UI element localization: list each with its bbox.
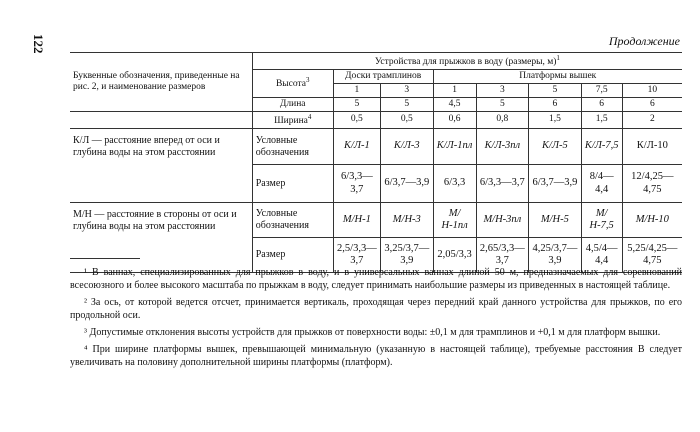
height-cell: 7,5 xyxy=(581,84,622,98)
length-cell: 5 xyxy=(333,97,380,111)
kl-cond-row xyxy=(70,128,682,164)
height-label: Высота$^3$ xyxy=(252,70,333,98)
cond-cell: М/Н-5 xyxy=(529,202,582,237)
size-cell: 3,25/3,7—3,9 xyxy=(381,237,434,272)
height-cell: 1 xyxy=(433,84,476,98)
mn-cond-row xyxy=(70,202,682,237)
footnote: ³ Допустимые отклонения высоты устройств для прыжков от поверхности воды: ±0,1 м для трамплинов и +0,1 м для платформ вышки. xyxy=(84,327,661,338)
cond-cell: К/Л-3 xyxy=(381,128,434,164)
size-cell: 6/3,7—3,9 xyxy=(381,165,434,203)
platforms-header: Платформы вышек xyxy=(433,70,682,84)
cond-label: Условные обозначения xyxy=(252,202,333,237)
size-cell: 2,5/3,3—3,7 xyxy=(333,237,380,272)
footnotes xyxy=(70,266,682,373)
height-cell: 3 xyxy=(381,84,434,98)
length-cell: 5 xyxy=(476,97,529,111)
width-cell: 0,6 xyxy=(433,111,476,128)
height-cell: 5 xyxy=(529,84,582,98)
size-cell: 4,25/3,7—3,9 xyxy=(529,237,582,272)
cond-cell: М/Н-10 xyxy=(622,202,682,237)
size-label: Размер xyxy=(252,237,333,272)
cond-cell: К/Л-7,5 xyxy=(581,128,622,164)
cond-cell: К/Л-10 xyxy=(622,128,682,164)
kl-description: К/Л — расстояние вперед от оси и глубина воды на этом расстоянии xyxy=(70,128,252,202)
length-cell: 6 xyxy=(529,97,582,111)
footnote: ² За ось, от которой ведется отсчет, принимается вертикаль, проходящая через передний край данного устройства для прыжков, по его продольной оси. xyxy=(70,297,682,321)
cond-cell: К/Л-5 xyxy=(529,128,582,164)
size-cell: 6/3,7—3,9 xyxy=(529,165,582,203)
dimensions-table xyxy=(70,52,682,273)
size-cell: 6/3,3—3,7 xyxy=(476,165,529,203)
height-cell: 10 xyxy=(622,84,682,98)
table-header-row xyxy=(70,53,682,70)
footnote: ¹ В ваннах, специализированных для прыжков в воду, и в универсальных ваннах длиной 50 м, предназначаемых для соревнований всесоюзного и более высокого масштаба по прыжкам в воду, следует принимать наибольшие размеры из приведенных в настоящей таблице. xyxy=(70,267,682,291)
size-cell: 5,25/4,25—4,75 xyxy=(622,237,682,272)
cond-cell: М/Н-7,5 xyxy=(581,202,622,237)
width-cell: 2 xyxy=(622,111,682,128)
spacer-cell xyxy=(70,111,252,128)
boards-header: Доски трамплинов xyxy=(333,70,433,84)
size-cell: 4,5/4—4,4 xyxy=(581,237,622,272)
length-cell: 6 xyxy=(622,97,682,111)
cond-cell: К/Л-3пл xyxy=(476,128,529,164)
cond-cell: М/Н-3 xyxy=(381,202,434,237)
group-header: Устройства для прыжков в воду (размеры, м)$^1$ xyxy=(252,53,682,70)
width-label: Ширина$^4$ xyxy=(252,111,333,128)
cond-cell: М/Н-3пл xyxy=(476,202,529,237)
width-cell: 1,5 xyxy=(581,111,622,128)
cond-cell: К/Л-1 xyxy=(333,128,380,164)
size-cell: 2,65/3,3—3,7 xyxy=(476,237,529,272)
cond-cell: К/Л-1пл xyxy=(433,128,476,164)
widths-row xyxy=(70,111,682,128)
row-header: Буквенные обозначения, приведенные на рис. 2, и наименование размеров xyxy=(70,53,252,112)
footnote-rule xyxy=(70,258,140,259)
size-cell: 12/4,25—4,75 xyxy=(622,165,682,203)
length-cell: 6 xyxy=(581,97,622,111)
width-cell: 0,5 xyxy=(333,111,380,128)
length-cell: 4,5 xyxy=(433,97,476,111)
length-label: Длина xyxy=(252,97,333,111)
running-head: Продолжение xyxy=(608,34,680,48)
length-cell: 5 xyxy=(381,97,434,111)
height-cell: 3 xyxy=(476,84,529,98)
page-number: 122 xyxy=(31,34,46,54)
width-cell: 1,5 xyxy=(529,111,582,128)
width-cell: 0,8 xyxy=(476,111,529,128)
cond-label: Условные обозначения xyxy=(252,128,333,164)
cond-cell: М/Н-1 xyxy=(333,202,380,237)
size-cell: 8/4—4,4 xyxy=(581,165,622,203)
height-cell: 1 xyxy=(333,84,380,98)
mn-description: М/Н — расстояние в стороны от оси и глубина воды на этом расстоянии xyxy=(70,202,252,272)
footnote: ⁴ При ширине платформы вышек, превышающей минимальную (указанную в настоящей таблице), требуемые расстояния В следует увеличивать на половину дополнительной ширины платформы (платформ). xyxy=(70,344,682,368)
cond-cell: М/Н-1пл xyxy=(433,202,476,237)
size-cell: 6/3,3 xyxy=(433,165,476,203)
width-cell: 0,5 xyxy=(381,111,434,128)
size-label: Размер xyxy=(252,165,333,203)
size-cell: 6/3,3—3,7 xyxy=(333,165,380,203)
size-cell: 2,05/3,3 xyxy=(433,237,476,272)
